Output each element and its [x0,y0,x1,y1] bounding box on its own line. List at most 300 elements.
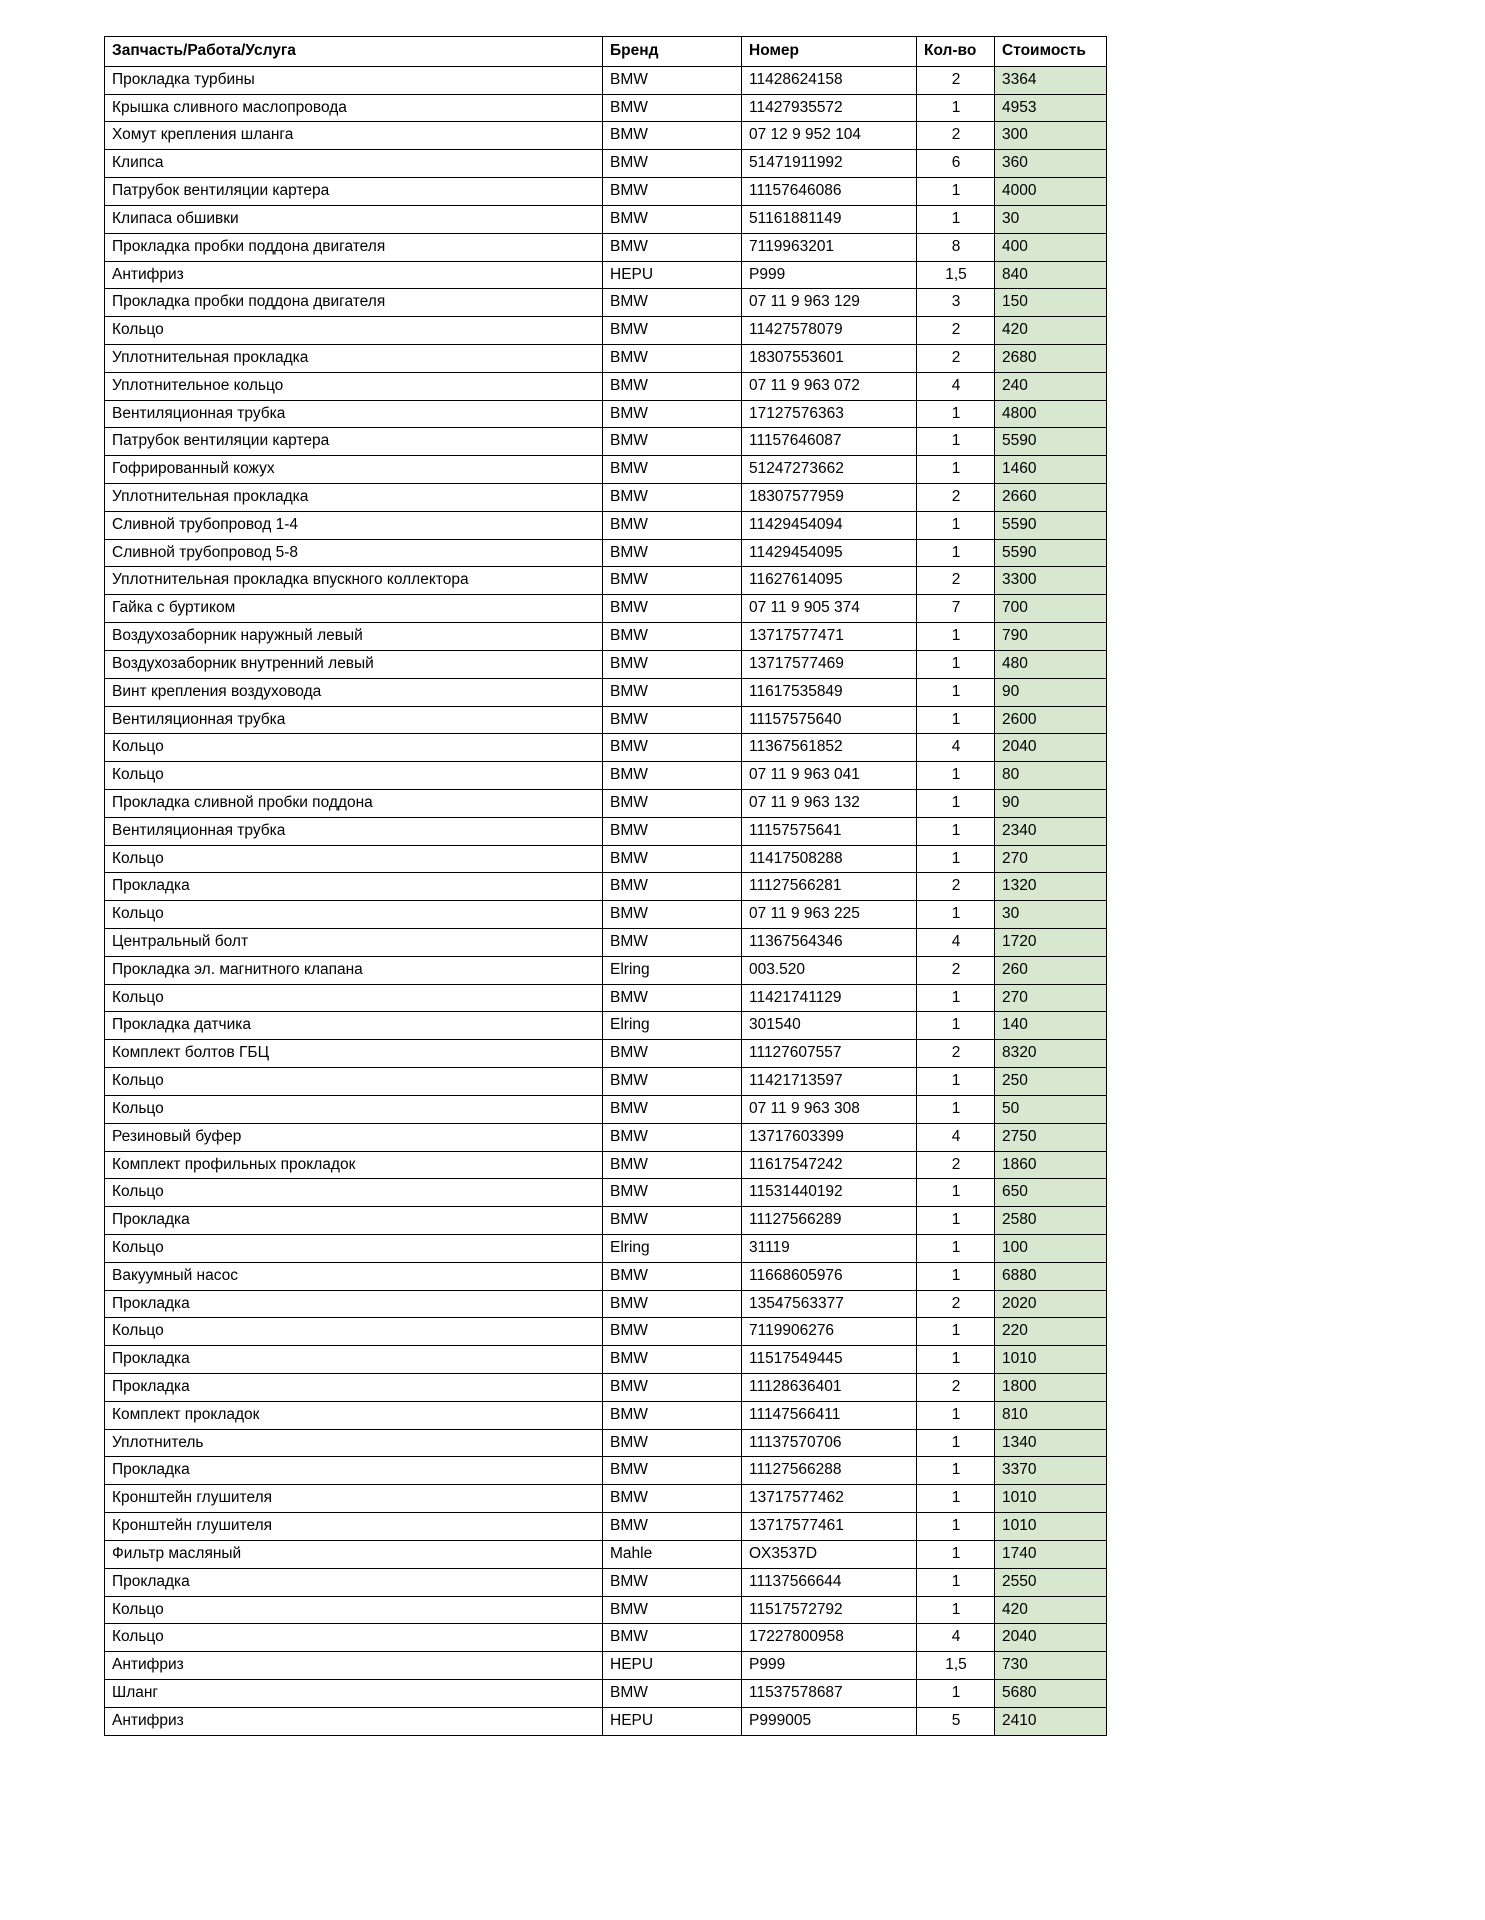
cell-cost: 5590 [995,511,1107,539]
cell-number: 11127566289 [742,1207,917,1235]
cell-brand: BMW [603,595,742,623]
cell-part-name: Клипаса обшивки [105,205,603,233]
cell-cost: 1860 [995,1151,1107,1179]
cell-brand: BMW [603,1624,742,1652]
table-row [105,929,1107,957]
cell-brand: BMW [603,1346,742,1374]
cell-quantity: 1 [917,1068,995,1096]
cell-part-name: Воздухозаборник наружный левый [105,623,603,651]
cell-quantity: 2 [917,567,995,595]
cell-number: 11367561852 [742,734,917,762]
cell-cost: 260 [995,956,1107,984]
cell-part-name: Клипса [105,150,603,178]
cell-part-name: Вентиляционная трубка [105,400,603,428]
cell-cost: 2040 [995,1624,1107,1652]
table-row [105,1624,1107,1652]
cell-part-name: Воздухозаборник внутренний левый [105,650,603,678]
table-body [105,66,1107,1735]
cell-cost: 2580 [995,1207,1107,1235]
cell-number: 003.520 [742,956,917,984]
cell-part-name: Комплект болтов ГБЦ [105,1040,603,1068]
cell-quantity: 7 [917,595,995,623]
cell-number: 11427935572 [742,94,917,122]
table-row [105,66,1107,94]
cell-brand: BMW [603,1457,742,1485]
cell-quantity: 1 [917,650,995,678]
table-row [105,317,1107,345]
cell-brand: BMW [603,372,742,400]
cell-number: 18307553601 [742,344,917,372]
cell-brand: BMW [603,1179,742,1207]
table-row [105,650,1107,678]
cell-part-name: Сливной трубопровод 5-8 [105,539,603,567]
cell-part-name: Прокладка пробки поддона двигателя [105,289,603,317]
cell-cost: 4800 [995,400,1107,428]
cell-quantity: 1 [917,1207,995,1235]
table-row [105,567,1107,595]
column-header-number: Номер [742,37,917,67]
cell-quantity: 1 [917,1513,995,1541]
cell-quantity: 1 [917,845,995,873]
cell-quantity: 1 [917,1401,995,1429]
table-row [105,539,1107,567]
cell-cost: 1460 [995,456,1107,484]
cell-quantity: 1 [917,623,995,651]
cell-quantity: 1 [917,1485,995,1513]
cell-cost: 270 [995,845,1107,873]
cell-number: 7119906276 [742,1318,917,1346]
cell-brand: BMW [603,762,742,790]
cell-number: 11157575641 [742,817,917,845]
table-row [105,706,1107,734]
cell-brand: HEPU [603,1707,742,1735]
cell-quantity: 1 [917,428,995,456]
table-row [105,1290,1107,1318]
cell-number: 11517572792 [742,1596,917,1624]
cell-part-name: Комплект профильных прокладок [105,1151,603,1179]
cell-quantity: 1 [917,511,995,539]
cell-brand: BMW [603,817,742,845]
cell-cost: 1320 [995,873,1107,901]
cell-brand: Elring [603,1012,742,1040]
cell-part-name: Кольцо [105,1596,603,1624]
cell-quantity: 4 [917,929,995,957]
cell-quantity: 1 [917,205,995,233]
cell-brand: BMW [603,845,742,873]
table-row [105,1652,1107,1680]
cell-quantity: 2 [917,1151,995,1179]
cell-quantity: 1 [917,1346,995,1374]
cell-number: 07 11 9 963 132 [742,789,917,817]
table-row [105,261,1107,289]
cell-number: 13547563377 [742,1290,917,1318]
cell-number: 07 11 9 905 374 [742,595,917,623]
cell-brand: BMW [603,122,742,150]
cell-part-name: Кольцо [105,1179,603,1207]
cell-brand: BMW [603,1095,742,1123]
cell-brand: BMW [603,650,742,678]
cell-cost: 4000 [995,178,1107,206]
cell-part-name: Прокладка пробки поддона двигателя [105,233,603,261]
cell-quantity: 2 [917,66,995,94]
cell-quantity: 2 [917,344,995,372]
cell-quantity: 4 [917,1624,995,1652]
cell-number: 301540 [742,1012,917,1040]
cell-cost: 1010 [995,1485,1107,1513]
cell-brand: BMW [603,1596,742,1624]
cell-cost: 5590 [995,428,1107,456]
cell-number: 11147566411 [742,1401,917,1429]
cell-part-name: Патрубок вентиляции картера [105,178,603,206]
cell-brand: BMW [603,1040,742,1068]
cell-number: 51161881149 [742,205,917,233]
cell-brand: BMW [603,1151,742,1179]
cell-brand: HEPU [603,261,742,289]
cell-part-name: Комплект прокладок [105,1401,603,1429]
table-row [105,289,1107,317]
table-row [105,1179,1107,1207]
cell-number: 11137566644 [742,1568,917,1596]
cell-cost: 1340 [995,1429,1107,1457]
table-row [105,94,1107,122]
cell-number: 11127566281 [742,873,917,901]
cell-part-name: Сливной трубопровод 1-4 [105,511,603,539]
cell-brand: BMW [603,289,742,317]
cell-part-name: Центральный болт [105,929,603,957]
cell-cost: 840 [995,261,1107,289]
cell-brand: BMW [603,1401,742,1429]
cell-part-name: Уплотнительная прокладка впускного коллектора [105,567,603,595]
cell-part-name: Уплотнительная прокладка [105,344,603,372]
cell-quantity: 5 [917,1707,995,1735]
cell-part-name: Шланг [105,1679,603,1707]
cell-brand: BMW [603,66,742,94]
cell-brand: BMW [603,178,742,206]
cell-number: 11137570706 [742,1429,917,1457]
cell-part-name: Прокладка [105,1374,603,1402]
cell-quantity: 1 [917,1568,995,1596]
cell-number: 11617535849 [742,678,917,706]
cell-brand: BMW [603,1513,742,1541]
cell-number: 11157646087 [742,428,917,456]
table-row [105,428,1107,456]
table-row [105,400,1107,428]
cell-brand: BMW [603,1068,742,1096]
cell-quantity: 1 [917,984,995,1012]
cell-cost: 2660 [995,484,1107,512]
cell-quantity: 1 [917,901,995,929]
cell-part-name: Кольцо [105,984,603,1012]
cell-quantity: 1 [917,400,995,428]
cell-cost: 220 [995,1318,1107,1346]
cell-cost: 2040 [995,734,1107,762]
cell-part-name: Кольцо [105,1095,603,1123]
cell-number: 13717577462 [742,1485,917,1513]
cell-part-name: Уплотнительная прокладка [105,484,603,512]
cell-brand: BMW [603,1679,742,1707]
cell-number: 11427578079 [742,317,917,345]
cell-part-name: Антифриз [105,261,603,289]
cell-number: 11537578687 [742,1679,917,1707]
cell-brand: BMW [603,484,742,512]
cell-brand: BMW [603,984,742,1012]
cell-brand: BMW [603,1207,742,1235]
cell-quantity: 1 [917,1679,995,1707]
table-row [105,789,1107,817]
table-row [105,1151,1107,1179]
cell-brand: BMW [603,1429,742,1457]
table-row [105,233,1107,261]
table-row [105,1040,1107,1068]
cell-cost: 1740 [995,1540,1107,1568]
cell-cost: 420 [995,1596,1107,1624]
cell-part-name: Кронштейн глушителя [105,1485,603,1513]
cell-cost: 2680 [995,344,1107,372]
cell-cost: 3300 [995,567,1107,595]
table-row [105,1513,1107,1541]
table-row [105,150,1107,178]
cell-number: 11367564346 [742,929,917,957]
cell-part-name: Прокладка [105,873,603,901]
cell-cost: 2410 [995,1707,1107,1735]
cell-number: 07 11 9 963 129 [742,289,917,317]
cell-cost: 2600 [995,706,1107,734]
cell-cost: 100 [995,1234,1107,1262]
cell-cost: 8320 [995,1040,1107,1068]
cell-number: OX3537D [742,1540,917,1568]
cell-quantity: 1 [917,178,995,206]
cell-brand: BMW [603,734,742,762]
cell-cost: 50 [995,1095,1107,1123]
cell-quantity: 1 [917,789,995,817]
cell-quantity: 1 [917,762,995,790]
cell-part-name: Прокладка [105,1207,603,1235]
cell-part-name: Кольцо [105,901,603,929]
table-row [105,901,1107,929]
cell-quantity: 2 [917,956,995,984]
cell-part-name: Уплотнительное кольцо [105,372,603,400]
cell-cost: 30 [995,205,1107,233]
cell-cost: 2020 [995,1290,1107,1318]
cell-part-name: Антифриз [105,1652,603,1680]
cell-number: 17127576363 [742,400,917,428]
cell-number: 07 11 9 963 225 [742,901,917,929]
cell-number: 11429454094 [742,511,917,539]
cell-part-name: Прокладка сливной пробки поддона [105,789,603,817]
table-row [105,678,1107,706]
cell-number: 31119 [742,1234,917,1262]
cell-part-name: Винт крепления воздуховода [105,678,603,706]
cell-part-name: Прокладка турбины [105,66,603,94]
table-row [105,1457,1107,1485]
cell-quantity: 8 [917,233,995,261]
cell-brand: BMW [603,789,742,817]
cell-quantity: 1 [917,94,995,122]
table-row [105,1568,1107,1596]
cell-number: P999005 [742,1707,917,1735]
cell-number: 17227800958 [742,1624,917,1652]
table-row [105,1012,1107,1040]
cell-part-name: Вакуумный насос [105,1262,603,1290]
cell-number: 11421741129 [742,984,917,1012]
cell-number: 11417508288 [742,845,917,873]
column-header-quantity: Кол-во [917,37,995,67]
table-header-row [105,37,1107,67]
cell-part-name: Кронштейн глушителя [105,1513,603,1541]
cell-part-name: Вентиляционная трубка [105,706,603,734]
table-row [105,817,1107,845]
cell-part-name: Кольцо [105,1318,603,1346]
cell-quantity: 2 [917,122,995,150]
cell-quantity: 2 [917,317,995,345]
table-row [105,178,1107,206]
cell-quantity: 2 [917,1290,995,1318]
table-row [105,956,1107,984]
cell-brand: BMW [603,205,742,233]
cell-cost: 2750 [995,1123,1107,1151]
cell-part-name: Кольцо [105,734,603,762]
cell-brand: Elring [603,956,742,984]
cell-number: 11531440192 [742,1179,917,1207]
cell-number: 11157575640 [742,706,917,734]
cell-cost: 1010 [995,1513,1107,1541]
cell-brand: BMW [603,1290,742,1318]
table-row [105,511,1107,539]
cell-part-name: Вентиляционная трубка [105,817,603,845]
cell-brand: BMW [603,1374,742,1402]
cell-part-name: Крышка сливного маслопровода [105,94,603,122]
cell-cost: 480 [995,650,1107,678]
cell-number: 07 11 9 963 041 [742,762,917,790]
table-row [105,122,1107,150]
cell-brand: BMW [603,623,742,651]
cell-brand: BMW [603,1485,742,1513]
cell-cost: 400 [995,233,1107,261]
cell-part-name: Прокладка [105,1346,603,1374]
cell-brand: BMW [603,539,742,567]
table-row [105,1207,1107,1235]
cell-brand: BMW [603,344,742,372]
cell-part-name: Кольцо [105,845,603,873]
table-row [105,1596,1107,1624]
cell-number: 07 11 9 963 072 [742,372,917,400]
cell-cost: 700 [995,595,1107,623]
cell-number: 07 11 9 963 308 [742,1095,917,1123]
cell-cost: 420 [995,317,1107,345]
cell-cost: 4953 [995,94,1107,122]
cell-part-name: Патрубок вентиляции картера [105,428,603,456]
cell-cost: 730 [995,1652,1107,1680]
cell-number: 11517549445 [742,1346,917,1374]
table-row [105,1485,1107,1513]
cell-quantity: 1 [917,539,995,567]
cell-part-name: Прокладка [105,1290,603,1318]
table-row [105,1123,1107,1151]
cell-part-name: Кольцо [105,1624,603,1652]
table-row [105,1374,1107,1402]
cell-quantity: 4 [917,734,995,762]
cell-quantity: 1 [917,678,995,706]
table-row [105,1234,1107,1262]
cell-quantity: 1 [917,1429,995,1457]
table-row [105,1540,1107,1568]
cell-quantity: 2 [917,484,995,512]
table-row [105,1707,1107,1735]
column-header-name: Запчасть/Работа/Услуга [105,37,603,67]
cell-cost: 5680 [995,1679,1107,1707]
table-row [105,1679,1107,1707]
cell-cost: 240 [995,372,1107,400]
cell-quantity: 4 [917,372,995,400]
table-row [105,456,1107,484]
cell-part-name: Прокладка эл. магнитного клапана [105,956,603,984]
cell-quantity: 2 [917,1374,995,1402]
cell-part-name: Кольцо [105,1068,603,1096]
cell-number: 13717577461 [742,1513,917,1541]
cell-quantity: 1 [917,1012,995,1040]
table-row [105,1095,1107,1123]
cell-cost: 650 [995,1179,1107,1207]
cell-quantity: 1 [917,1540,995,1568]
table-row [105,762,1107,790]
cell-brand: BMW [603,1262,742,1290]
cell-quantity: 1 [917,1095,995,1123]
cell-brand: BMW [603,1568,742,1596]
table-row [105,372,1107,400]
cell-part-name: Антифриз [105,1707,603,1735]
table-row [105,1318,1107,1346]
cell-quantity: 4 [917,1123,995,1151]
cell-cost: 1800 [995,1374,1107,1402]
cell-number: 13717577471 [742,623,917,651]
cell-quantity: 1 [917,817,995,845]
cell-cost: 270 [995,984,1107,1012]
cell-brand: HEPU [603,1652,742,1680]
cell-brand: BMW [603,1318,742,1346]
cell-number: P999 [742,261,917,289]
cell-part-name: Хомут крепления шланга [105,122,603,150]
cell-quantity: 1,5 [917,261,995,289]
table-header [105,37,1107,67]
cell-number: 11128636401 [742,1374,917,1402]
cell-quantity: 1,5 [917,1652,995,1680]
cell-brand: BMW [603,150,742,178]
table-row [105,1262,1107,1290]
table-row [105,623,1107,651]
cell-number: 7119963201 [742,233,917,261]
cell-cost: 140 [995,1012,1107,1040]
column-header-brand: Бренд [603,37,742,67]
cell-cost: 30 [995,901,1107,929]
cell-cost: 2340 [995,817,1107,845]
cell-quantity: 6 [917,150,995,178]
cell-brand: BMW [603,901,742,929]
table-row [105,595,1107,623]
table-row [105,1346,1107,1374]
cell-brand: BMW [603,511,742,539]
cell-brand: BMW [603,317,742,345]
cell-part-name: Кольцо [105,762,603,790]
cell-part-name: Гайка с буртиком [105,595,603,623]
cell-cost: 90 [995,789,1107,817]
cell-brand: Mahle [603,1540,742,1568]
cell-cost: 810 [995,1401,1107,1429]
cell-cost: 90 [995,678,1107,706]
cell-brand: BMW [603,94,742,122]
table-row [105,1429,1107,1457]
cell-brand: BMW [603,678,742,706]
cell-number: 13717603399 [742,1123,917,1151]
